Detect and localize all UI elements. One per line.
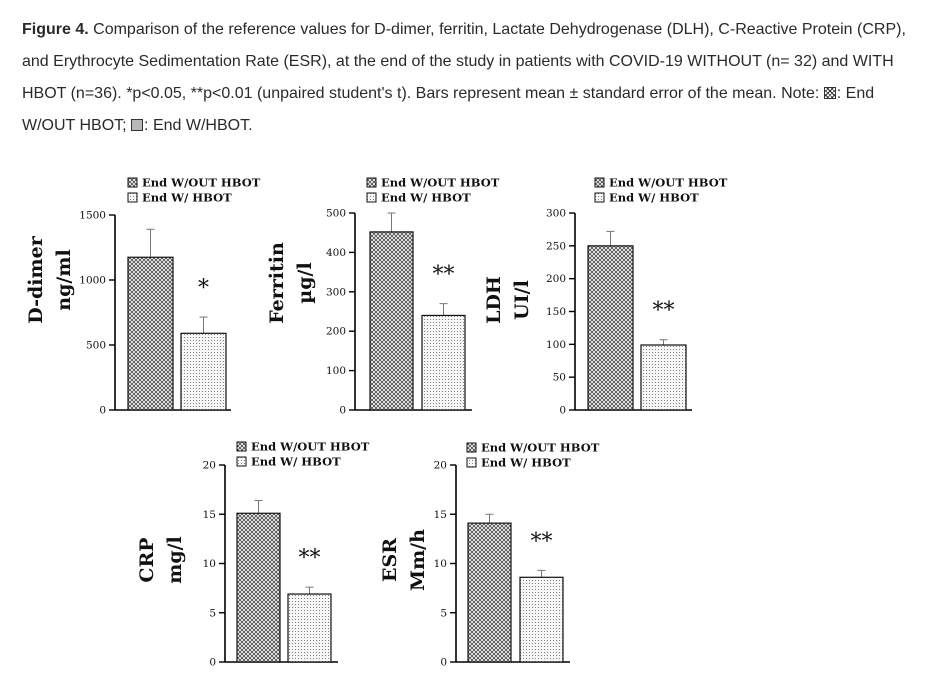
y-tick-label: 0	[99, 404, 106, 417]
y-axis-unit: Mm/h	[407, 529, 429, 591]
y-tick-label: 150	[545, 306, 566, 318]
chart-ferritin	[266, 176, 500, 417]
y-axis-label: ESR	[379, 538, 401, 582]
y-tick-label: 200	[325, 325, 346, 338]
bar-with-hbot	[422, 315, 465, 410]
bar-without-hbot	[370, 232, 413, 410]
legend-label: End W/ HBOT	[142, 190, 232, 205]
significance-marker: **	[298, 546, 321, 572]
caption-note-dots: : End W/HBOT.	[144, 117, 253, 134]
legend-label: End W/ HBOT	[609, 190, 699, 205]
figure-label: Figure 4.	[22, 21, 89, 38]
legend-swatch	[237, 457, 246, 466]
y-axis-unit: ng/ml	[53, 249, 75, 311]
y-tick-label: 0	[339, 404, 346, 417]
bar-without-hbot	[468, 523, 511, 662]
caption-text: Comparison of the reference values for D-dimer, ferritin, Lactate Dehydrogenase (DLH), C-Reactive Protein (CRP), and Erythrocyte Sedimentation Rate (ESR), at the end of the study in patients with COVID-19 WITHOUT (n= 32) and WITH HBOT (n=36). *p<0.05, **p<0.01 (unpaired student's t). Bars represent mean ± standard error of the mean. Note:	[22, 21, 906, 102]
bar-without-hbot	[588, 246, 633, 410]
legend-swatch	[367, 178, 376, 187]
y-tick-label: 100	[545, 338, 566, 351]
legend-swatch	[595, 178, 604, 187]
legend-label: End W/OUT HBOT	[251, 439, 370, 454]
y-tick-label: 5	[209, 607, 216, 620]
y-tick-label: 100	[325, 365, 346, 378]
legend-label: End W/ HBOT	[481, 455, 571, 470]
legend-swatch	[367, 193, 376, 202]
legend-swatch	[237, 442, 246, 451]
caption-note-hatch: : End W/OUT HBOT;	[22, 85, 875, 134]
significance-marker: **	[432, 262, 455, 288]
legend-swatch	[467, 458, 476, 467]
y-axis-label: D-dimer	[25, 236, 47, 324]
legend-swatch	[128, 178, 137, 187]
significance-marker: **	[530, 529, 553, 555]
y-tick-label: 200	[545, 273, 566, 286]
y-tick-label: 15	[433, 508, 447, 521]
legend-swatch	[467, 443, 476, 452]
bar-with-hbot	[288, 594, 331, 662]
y-tick-label: 250	[545, 240, 566, 253]
y-axis-unit: µg/l	[294, 262, 316, 304]
bar-with-hbot	[641, 345, 686, 410]
y-tick-label: 20	[433, 459, 447, 472]
legend-label: End W/OUT HBOT	[381, 175, 500, 190]
legend-swatch	[128, 193, 137, 202]
chart-esr	[379, 441, 600, 669]
bar-without-hbot	[128, 257, 173, 410]
bar-with-hbot	[520, 577, 563, 662]
legend-label: End W/ HBOT	[381, 190, 471, 205]
y-tick-label: 15	[202, 508, 216, 521]
y-tick-label: 1500	[79, 209, 106, 222]
y-axis-label: CRP	[136, 537, 158, 583]
significance-marker: *	[198, 276, 209, 302]
y-tick-label: 5	[440, 607, 447, 620]
y-tick-label: 50	[552, 371, 566, 384]
y-tick-label: 300	[545, 207, 566, 220]
y-tick-label: 20	[202, 459, 216, 472]
chart-d-dimer	[25, 176, 261, 417]
y-tick-label: 10	[433, 558, 447, 570]
y-axis-label: Ferritin	[266, 242, 288, 324]
y-axis-unit: mg/l	[164, 536, 186, 584]
significance-marker: **	[652, 298, 675, 324]
bar-without-hbot	[237, 513, 280, 662]
y-tick-label: 0	[440, 656, 447, 669]
legend-label: End W/OUT HBOT	[481, 440, 600, 455]
legend-label: End W/OUT HBOT	[609, 175, 728, 190]
chart-crp	[136, 440, 370, 669]
y-tick-label: 10	[202, 558, 216, 570]
y-axis-label: LDH	[483, 276, 505, 324]
y-tick-label: 0	[559, 404, 566, 417]
legend-swatch	[595, 193, 604, 202]
legend-label: End W/ HBOT	[251, 454, 341, 469]
y-tick-label: 1000	[79, 274, 106, 287]
y-tick-label: 300	[325, 286, 346, 299]
y-tick-label: 400	[325, 246, 346, 259]
y-tick-label: 0	[209, 656, 216, 669]
y-tick-label: 500	[85, 339, 106, 352]
bar-with-hbot	[181, 333, 226, 410]
y-axis-unit: UI/l	[511, 280, 533, 320]
chart-ldh	[483, 176, 728, 417]
legend-label: End W/OUT HBOT	[142, 175, 261, 190]
y-tick-label: 500	[325, 207, 346, 220]
